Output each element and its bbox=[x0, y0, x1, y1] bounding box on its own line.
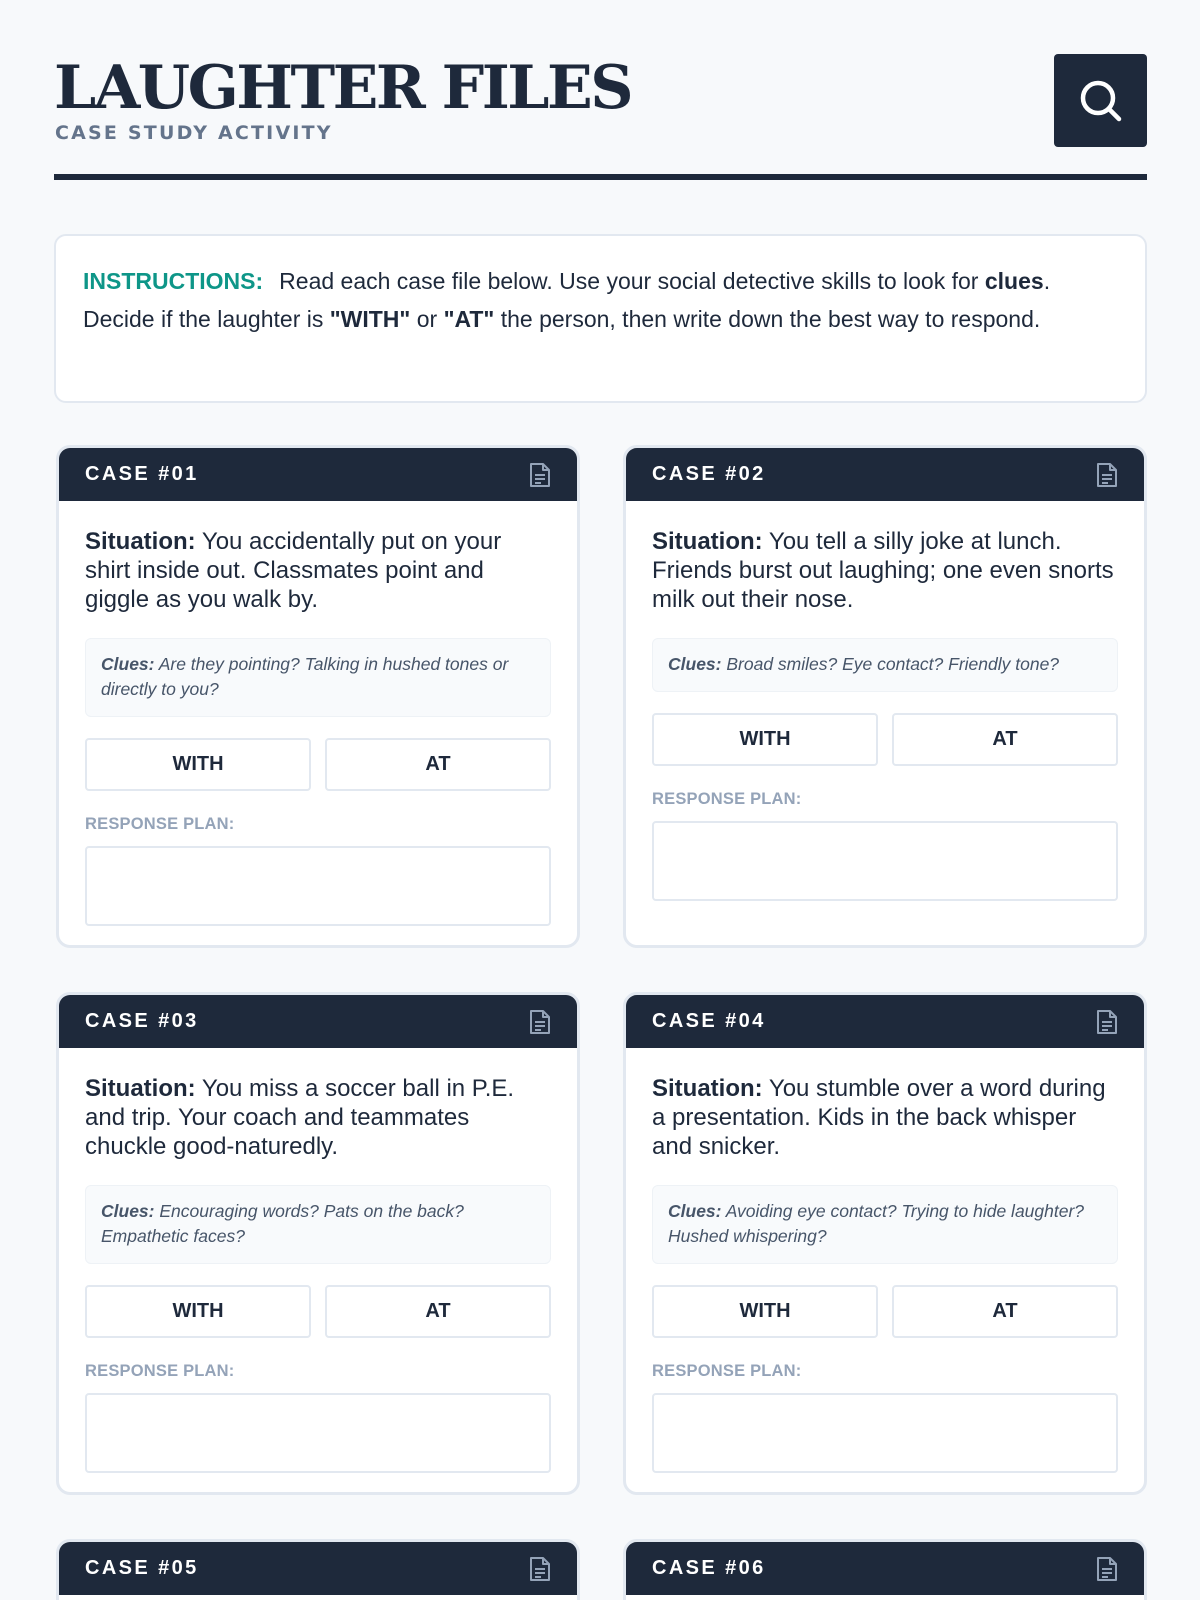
instructions-text: or bbox=[410, 306, 444, 332]
instructions-text: the person, then write down the best way to respond. bbox=[494, 306, 1041, 332]
situation-label: Situation: bbox=[85, 528, 196, 555]
document-icon bbox=[529, 462, 551, 488]
search-button[interactable] bbox=[1054, 54, 1147, 147]
response-plan-input[interactable] bbox=[85, 846, 551, 926]
case-card bbox=[623, 992, 1147, 1495]
instructions-bold-with: "WITH" bbox=[329, 306, 411, 332]
search-icon bbox=[1078, 78, 1124, 124]
clues-text: Encouraging words? Pats on the back? Empathetic faces? bbox=[101, 1201, 464, 1246]
response-plan-label: RESPONSE PLAN: bbox=[85, 815, 235, 833]
instructions-text: Read each case file below. Use your social detective skills to look for bbox=[279, 268, 985, 294]
document-icon bbox=[529, 1556, 551, 1582]
with-button[interactable]: WITH bbox=[85, 738, 311, 791]
instructions-bold-clues: clues bbox=[984, 268, 1044, 294]
clues-text: Avoiding eye contact? Trying to hide laughter? Hushed whispering? bbox=[668, 1201, 1085, 1246]
with-button[interactable]: WITH bbox=[652, 713, 878, 766]
clues-text: Broad smiles? Eye contact? Friendly tone? bbox=[726, 654, 1060, 674]
case-card-header bbox=[626, 995, 1144, 1048]
case-card bbox=[623, 445, 1147, 948]
document-icon bbox=[1096, 462, 1118, 488]
instructions-label: INSTRUCTIONS: bbox=[83, 268, 264, 294]
at-button[interactable]: AT bbox=[325, 1285, 551, 1338]
case-id: CASE #01 bbox=[85, 463, 199, 485]
choice-row bbox=[85, 738, 551, 791]
response-plan-label: RESPONSE PLAN: bbox=[652, 790, 802, 808]
page-header bbox=[54, 54, 1147, 180]
response-plan-label: RESPONSE PLAN: bbox=[85, 1362, 235, 1380]
case-id: CASE #06 bbox=[652, 1557, 766, 1579]
document-icon bbox=[529, 1009, 551, 1035]
situation-label: Situation: bbox=[85, 1075, 196, 1102]
case-card bbox=[56, 1539, 580, 1600]
document-icon bbox=[1096, 1556, 1118, 1582]
situation-description: You stumble over a word during a presentation. Kids in the back whisper and snicker. bbox=[652, 1075, 1106, 1160]
case-card bbox=[56, 992, 580, 1495]
situation-description: You tell a silly joke at lunch. Friends burst out laughing; one even snorts milk out their nose. bbox=[652, 528, 1114, 613]
clues-label: Clues: bbox=[668, 1201, 722, 1221]
at-button[interactable]: AT bbox=[325, 738, 551, 791]
situation-text bbox=[652, 527, 1118, 615]
response-plan-input[interactable] bbox=[85, 1393, 551, 1473]
clues-box bbox=[85, 1185, 551, 1264]
situation-text bbox=[652, 1074, 1118, 1162]
situation-description: You miss a soccer ball in P.E. and trip. Your coach and teammates chuckle good-naturedly. bbox=[85, 1075, 515, 1160]
instructions-text: . Decide if the laughter is bbox=[83, 268, 1051, 332]
situation-description: You accidentally put on your shirt inside out. Classmates point and giggle as you walk by. bbox=[85, 528, 502, 613]
clues-label: Clues: bbox=[668, 654, 722, 674]
case-card-header bbox=[626, 448, 1144, 501]
choice-row bbox=[652, 713, 1118, 766]
situation-label: Situation: bbox=[652, 1075, 763, 1102]
case-id: CASE #02 bbox=[652, 463, 766, 485]
document-icon bbox=[1096, 1009, 1118, 1035]
clues-box bbox=[85, 638, 551, 717]
choice-row bbox=[85, 1285, 551, 1338]
response-plan-input[interactable] bbox=[652, 1393, 1118, 1473]
situation-text bbox=[85, 1074, 551, 1162]
with-button[interactable]: WITH bbox=[652, 1285, 878, 1338]
clues-box bbox=[652, 638, 1118, 692]
instructions-bold-at: "AT" bbox=[443, 306, 495, 332]
case-card bbox=[623, 1539, 1147, 1600]
clues-label: Clues: bbox=[101, 654, 155, 674]
clues-label: Clues: bbox=[101, 1201, 155, 1221]
case-card-header bbox=[59, 995, 577, 1048]
at-button[interactable]: AT bbox=[892, 1285, 1118, 1338]
case-card-header bbox=[59, 448, 577, 501]
response-plan-input[interactable] bbox=[652, 821, 1118, 901]
situation-text bbox=[85, 527, 551, 615]
case-id: CASE #03 bbox=[85, 1010, 199, 1032]
instructions-box bbox=[54, 234, 1147, 403]
clues-text: Are they pointing? Talking in hushed tones or directly to you? bbox=[101, 654, 509, 699]
case-card-header bbox=[59, 1542, 577, 1595]
situation-label: Situation: bbox=[652, 528, 763, 555]
at-button[interactable]: AT bbox=[892, 713, 1118, 766]
case-id: CASE #04 bbox=[652, 1010, 766, 1032]
with-button[interactable]: WITH bbox=[85, 1285, 311, 1338]
clues-box bbox=[652, 1185, 1118, 1264]
page-title: LAUGHTER FILES bbox=[54, 53, 632, 123]
response-plan-label: RESPONSE PLAN: bbox=[652, 1362, 802, 1380]
page-subtitle: CASE STUDY ACTIVITY bbox=[55, 122, 333, 144]
case-id: CASE #05 bbox=[85, 1557, 199, 1579]
case-card bbox=[56, 445, 580, 948]
choice-row bbox=[652, 1285, 1118, 1338]
case-card-header bbox=[626, 1542, 1144, 1595]
